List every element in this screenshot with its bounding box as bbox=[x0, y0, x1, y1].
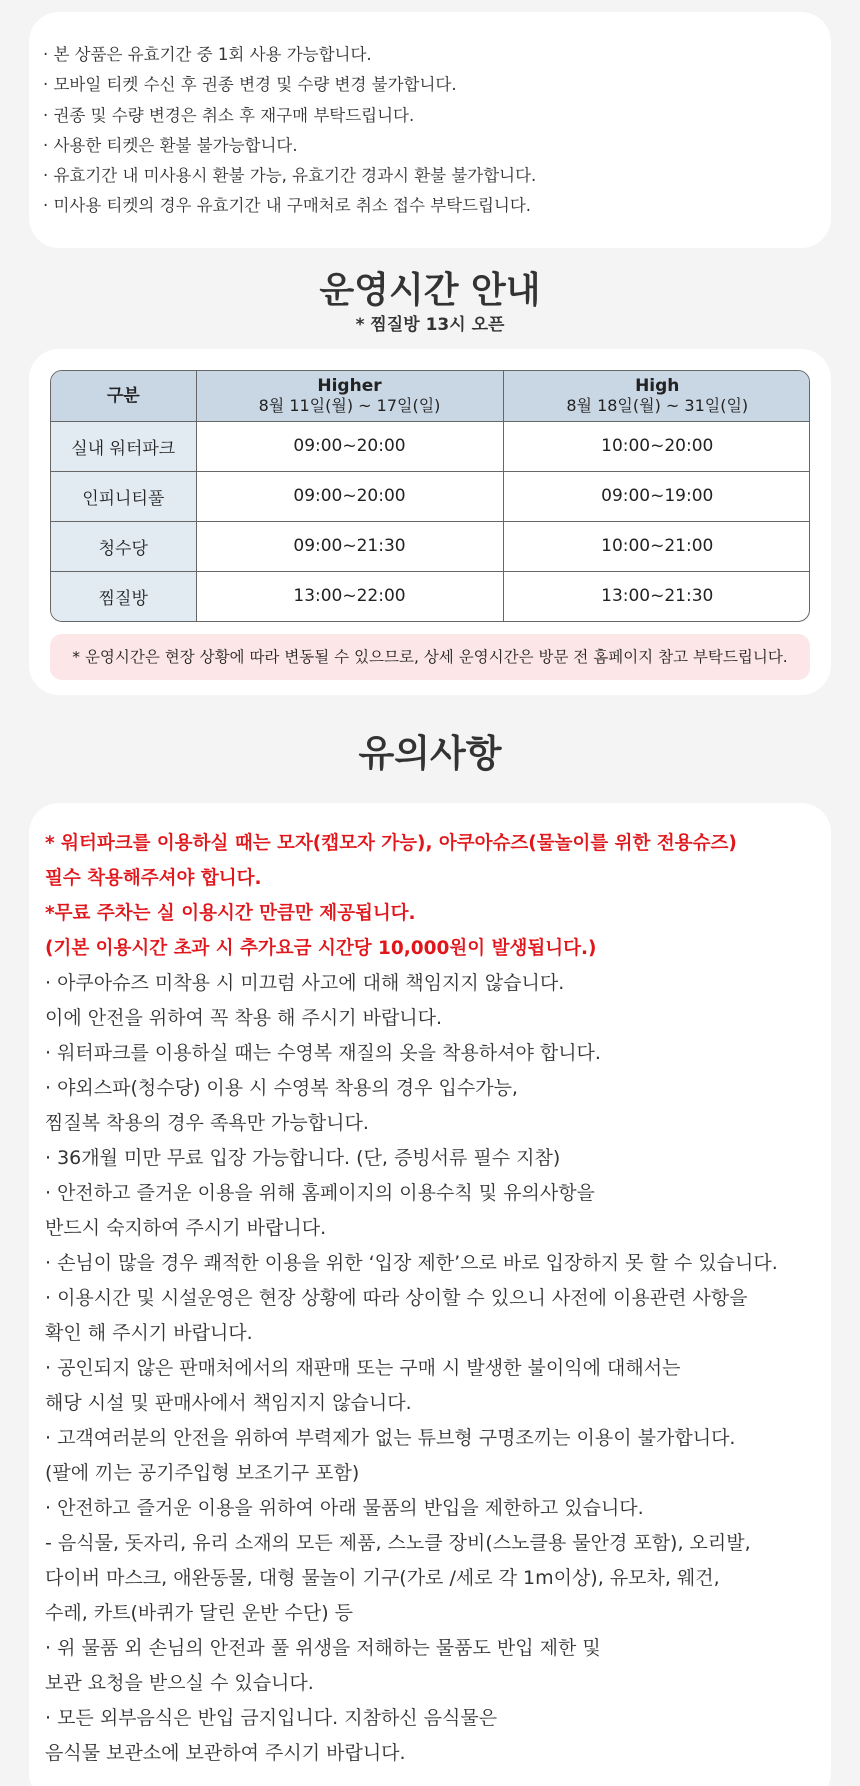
caution-line: · 이용시간 및 시설운영은 현장 상황에 따라 상이할 수 있으니 사전에 이용관련 사항을 bbox=[45, 1287, 748, 1309]
table-row bbox=[51, 571, 810, 621]
row-high-hours: 10:00~21:00 bbox=[503, 521, 810, 571]
caution-line: 이에 안전을 위하여 꼭 착용 해 주시기 바랍니다. bbox=[45, 1007, 443, 1029]
table-row bbox=[51, 421, 810, 471]
header-high bbox=[503, 371, 810, 421]
caution-line: · 안전하고 즐거운 이용을 위해 홈페이지의 이용수칙 및 유의사항을 bbox=[45, 1182, 595, 1204]
hours-disclaimer: * 운영시간은 현장 상황에 따라 변동될 수 있으므로, 상세 운영시간은 방문 전 홈페이지 참고 부탁드립니다. bbox=[50, 634, 810, 680]
row-high-hours: 10:00~20:00 bbox=[503, 421, 810, 471]
caution-line: · 손님이 많을 경우 쾌적한 이용을 위한 ‘입장 제한’으로 바로 입장하지 못 할 수 있습니다. bbox=[45, 1252, 778, 1274]
notice-line: · 미사용 티켓의 경우 유효기간 내 구매처로 취소 접수 부탁드립니다. bbox=[43, 196, 532, 216]
caution-line: · 아쿠아슈즈 미착용 시 미끄럼 사고에 대해 책임지지 않습니다. bbox=[45, 972, 565, 994]
header-higher bbox=[196, 371, 503, 421]
row-higher-hours: 09:00~20:00 bbox=[196, 421, 503, 471]
row-facility: 실내 워터파크 bbox=[51, 421, 196, 471]
ticket-notice-card bbox=[29, 12, 831, 248]
notice-line: · 사용한 티켓은 환불 불가능합니다. bbox=[43, 135, 298, 155]
header-high-title: High bbox=[635, 375, 680, 396]
row-higher-hours: 09:00~20:00 bbox=[196, 471, 503, 521]
hours-card bbox=[29, 349, 831, 695]
caution-line: 확인 해 주시기 바랍니다. bbox=[45, 1322, 253, 1344]
caution-red-line: * 워터파크를 이용하실 때는 모자(캡모자 가능), 아쿠아슈즈(물놀이를 위한 전용슈즈) bbox=[45, 833, 737, 854]
row-high-hours: 09:00~19:00 bbox=[503, 471, 810, 521]
notice-line: · 모바일 티켓 수신 후 권종 변경 및 수량 변경 불가합니다. bbox=[43, 75, 457, 95]
hours-section-subtitle: * 찜질방 13시 오픈 bbox=[355, 315, 505, 335]
caution-line: · 공인되지 않은 판매처에서의 재판매 또는 구매 시 발생한 불이익에 대해서는 bbox=[45, 1357, 681, 1379]
caution-line: · 36개월 미만 무료 입장 가능합니다. (단, 증빙서류 필수 지참) bbox=[45, 1147, 561, 1169]
caution-line: · 모든 외부음식은 반입 금지입니다. 지참하신 음식물은 bbox=[45, 1707, 498, 1729]
caution-red-line: 필수 착용해주셔야 합니다. bbox=[45, 868, 262, 889]
caution-line: - 음식물, 돗자리, 유리 소재의 모든 제품, 스노클 장비(스노클용 물안경 포함), 오리발, bbox=[45, 1532, 751, 1554]
row-higher-hours: 13:00~22:00 bbox=[196, 571, 503, 621]
header-category: 구분 bbox=[51, 371, 196, 421]
caution-card bbox=[29, 803, 831, 1786]
caution-line: · 위 물품 외 손님의 안전과 풀 위생을 저해하는 물품도 반입 제한 및 bbox=[45, 1637, 601, 1659]
caution-line: 찜질복 착용의 경우 족욕만 가능합니다. bbox=[45, 1112, 369, 1134]
hours-table-header bbox=[51, 371, 810, 421]
header-higher-title: Higher bbox=[317, 375, 382, 396]
header-higher-dates: 8월 11일(월) ~ 17일(일) bbox=[258, 395, 441, 415]
row-facility: 찜질방 bbox=[51, 571, 196, 621]
caution-section-title: 유의사항 bbox=[358, 732, 502, 775]
caution-line: · 고객여러분의 안전을 위하여 부력제가 없는 튜브형 구명조끼는 이용이 불가합니다. bbox=[45, 1427, 736, 1449]
header-high-dates: 8월 18일(월) ~ 31일(일) bbox=[566, 395, 749, 415]
table-row bbox=[51, 521, 810, 571]
caution-line: 해당 시설 및 판매사에서 책임지지 않습니다. bbox=[45, 1392, 412, 1414]
row-higher-hours: 09:00~21:30 bbox=[196, 521, 503, 571]
notice-line: · 본 상품은 유효기간 중 1회 사용 가능합니다. bbox=[43, 45, 372, 64]
caution-line: 다이버 마스크, 애완동물, 대형 물놀이 기구(가로 /세로 각 1m이상), 유모차, 웨건, bbox=[45, 1567, 720, 1589]
table-row bbox=[51, 471, 810, 521]
caution-line: 보관 요청을 받으실 수 있습니다. bbox=[45, 1672, 314, 1694]
caution-red-line: (기본 이용시간 초과 시 추가요금 시간당 10,000원이 발생됩니다.) bbox=[45, 938, 597, 959]
caution-line: 음식물 보관소에 보관하여 주시기 바랍니다. bbox=[45, 1742, 406, 1764]
caution-red-line: *무료 주차는 실 이용시간 만큼만 제공됩니다. bbox=[45, 903, 416, 924]
notice-line: · 권종 및 수량 변경은 취소 후 재구매 부탁드립니다. bbox=[43, 105, 415, 125]
row-facility: 인피니티풀 bbox=[51, 471, 196, 521]
caution-line: · 야외스파(청수당) 이용 시 수영복 착용의 경우 입수가능, bbox=[45, 1077, 518, 1099]
row-high-hours: 13:00~21:30 bbox=[601, 586, 714, 607]
notice-line: · 유효기간 내 미사용시 환불 가능, 유효기간 경과시 환불 불가합니다. bbox=[43, 166, 537, 186]
hours-section-title: 운영시간 안내 bbox=[319, 270, 541, 311]
row-facility: 청수당 bbox=[51, 521, 196, 571]
caution-line: · 워터파크를 이용하실 때는 수영복 재질의 옷을 착용하셔야 합니다. bbox=[45, 1042, 601, 1064]
caution-line: 수레, 카트(바퀴가 달린 운반 수단) 등 bbox=[45, 1602, 354, 1624]
caution-line: · 안전하고 즐거운 이용을 위하여 아래 물품의 반입을 제한하고 있습니다. bbox=[45, 1497, 644, 1519]
caution-line: (팔에 끼는 공기주입형 보조기구 포함) bbox=[45, 1462, 360, 1484]
hours-table bbox=[50, 370, 810, 622]
caution-line: 반드시 숙지하여 주시기 바랍니다. bbox=[45, 1217, 327, 1239]
